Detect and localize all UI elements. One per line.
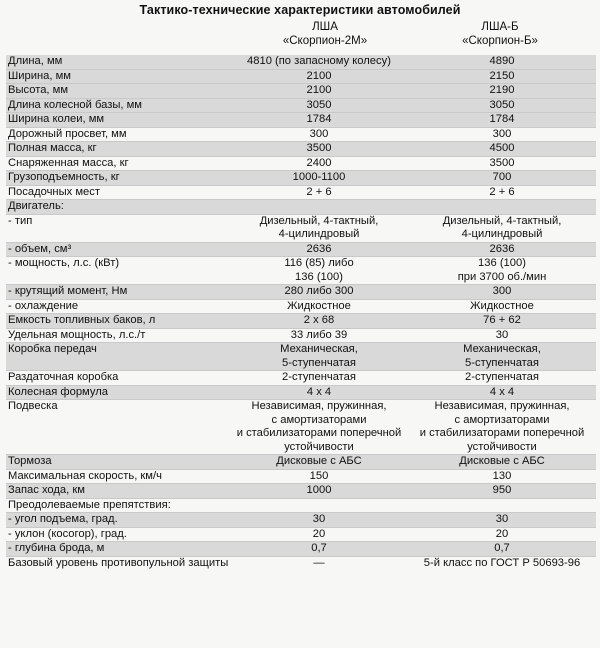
value-lsha-b — [408, 513, 596, 528]
value-line: Дизельный, 4-тактный, — [259, 214, 379, 227]
value-lsha — [230, 498, 408, 513]
value-line: при 3700 об./мин — [457, 270, 547, 283]
table-row — [6, 498, 596, 513]
value-line: 950 — [492, 484, 512, 496]
value-lsha — [230, 343, 408, 371]
value-line: 2100 — [306, 69, 332, 82]
value-line: 3050 — [306, 98, 332, 111]
value-line: 150 — [309, 469, 329, 482]
table-row — [6, 142, 596, 157]
value-line: и стабилизаторами поперечной — [236, 427, 402, 439]
value-lsha-b — [408, 556, 596, 570]
value-line: Дисковые с АБС — [459, 455, 545, 467]
value-line: Независимая, пружинная, — [434, 400, 570, 412]
value-lsha — [230, 371, 408, 386]
table-row — [6, 314, 596, 329]
value-lsha — [230, 127, 408, 142]
table-row — [6, 98, 596, 113]
table-row — [6, 242, 596, 257]
value-lsha-b — [408, 69, 596, 84]
value-line: 1784 — [489, 113, 515, 125]
value-lsha — [230, 469, 408, 484]
value-line: 30 — [495, 328, 509, 341]
table-row — [6, 513, 596, 528]
row-label: - глубина брода, м — [6, 542, 230, 557]
row-label: Колесная формула — [6, 385, 230, 400]
table-row — [6, 257, 596, 285]
value-lsha — [230, 142, 408, 157]
row-label: Длина колесной базы, мм — [6, 98, 230, 113]
value-line: устойчивости — [284, 440, 354, 453]
column-header-lsha-subname: «Скорпион-2М» — [282, 35, 368, 47]
value-lsha — [230, 542, 408, 557]
row-label: Удельная мощность, л.с./т — [6, 328, 230, 343]
row-label: Полная масса, кг — [6, 142, 230, 157]
row-label: - объем, см³ — [6, 242, 230, 257]
value-line: 136 (100) — [295, 270, 343, 283]
value-lsha-b — [408, 343, 596, 371]
value-line: 4 х 4 — [489, 385, 515, 398]
value-line: 2400 — [306, 156, 332, 169]
value-lsha-b — [408, 113, 596, 128]
row-label: Максимальная скорость, км/ч — [6, 469, 230, 484]
table-row — [6, 455, 596, 470]
value-line: Независимая, пружинная, — [251, 400, 387, 412]
table-row — [6, 214, 596, 242]
table-row — [6, 385, 596, 400]
table-row — [6, 69, 596, 84]
page-title: Тактико-технические характеристики автомобилей — [139, 3, 461, 17]
column-header-lsha-b-name: ЛША-Б — [481, 21, 519, 33]
value-line: 2-ступенчатая — [465, 371, 539, 383]
value-line: 136 (100) — [478, 257, 526, 269]
value-lsha-b — [408, 257, 596, 285]
value-lsha-b — [408, 142, 596, 157]
column-header-lsha — [230, 20, 420, 48]
value-line: устойчивости — [467, 440, 537, 453]
table-row — [6, 84, 596, 99]
value-lsha — [230, 556, 408, 570]
value-line: 30 — [312, 513, 326, 525]
value-line: Механическая, — [280, 343, 358, 355]
row-label: - охлаждение — [6, 299, 230, 314]
value-line: 116 (85) либо — [284, 257, 354, 269]
table-row — [6, 156, 596, 171]
table-row — [6, 469, 596, 484]
column-header-lsha-b — [400, 20, 600, 48]
table-row — [6, 285, 596, 300]
table-row — [6, 127, 596, 142]
row-label: Коробка передач — [6, 343, 230, 371]
value-lsha-b — [408, 498, 596, 513]
value-line: с амортизаторами — [454, 413, 550, 426]
value-line: 5-й класс по ГОСТ Р 50693-96 — [423, 556, 581, 569]
value-lsha — [230, 98, 408, 113]
value-line: 20 — [495, 527, 509, 540]
value-lsha-b — [408, 400, 596, 455]
value-lsha-b — [408, 242, 596, 257]
value-line: Механическая, — [463, 343, 541, 355]
value-line: 4500 — [489, 142, 515, 154]
column-header-lsha-b-subname: «Скорпион-Б» — [462, 35, 538, 47]
value-lsha — [230, 314, 408, 329]
value-lsha-b — [408, 214, 596, 242]
row-label: - крутящий момент, Нм — [6, 285, 230, 300]
value-lsha-b — [408, 200, 596, 215]
value-lsha-b — [408, 455, 596, 470]
table-row — [6, 371, 596, 386]
table-row — [6, 171, 596, 186]
row-label: Дорожный просвет, мм — [6, 127, 230, 142]
table-row — [6, 484, 596, 499]
value-lsha-b — [408, 371, 596, 386]
value-lsha-b — [408, 185, 596, 200]
table-row — [6, 55, 596, 69]
value-lsha — [230, 242, 408, 257]
row-label: - мощность, л.с. (кВт) — [6, 257, 230, 285]
value-line: 0,7 — [494, 542, 510, 554]
table-row — [6, 185, 596, 200]
row-label: Двигатель: — [6, 200, 230, 215]
value-lsha — [230, 214, 408, 242]
value-lsha-b — [408, 285, 596, 300]
value-line: 1000 — [306, 484, 332, 496]
row-label: Запас хода, км — [6, 484, 230, 499]
value-lsha — [230, 285, 408, 300]
value-line: 3500 — [489, 156, 515, 169]
table-row — [6, 556, 596, 570]
value-line: 76 + 62 — [483, 314, 521, 326]
value-lsha — [230, 513, 408, 528]
row-label: Базовый уровень противопульной защиты — [8, 556, 229, 569]
value-lsha-b — [408, 55, 596, 69]
value-lsha — [230, 113, 408, 128]
value-line: 33 либо 39 — [290, 328, 348, 341]
row-label: Ширина, мм — [6, 69, 230, 84]
value-line: 3050 — [489, 98, 515, 111]
row-label: Ширина колеи, мм — [6, 113, 230, 128]
table-row — [6, 542, 596, 557]
value-line: 1000-1100 — [292, 171, 346, 183]
value-line: 2 + 6 — [306, 185, 332, 198]
value-line: 2100 — [306, 84, 332, 96]
row-label: - угол подъема, град. — [6, 513, 230, 528]
table-row — [6, 343, 596, 371]
value-lsha — [230, 385, 408, 400]
column-header-lsha-name: ЛША — [312, 21, 338, 33]
value-lsha-b — [408, 469, 596, 484]
value-line: 30 — [495, 513, 509, 525]
row-label: Раздаточная коробка — [6, 371, 230, 386]
value-lsha-b — [408, 171, 596, 186]
table-row — [6, 328, 596, 343]
value-lsha — [230, 257, 408, 285]
value-lsha — [230, 69, 408, 84]
value-line: 4810 (по запасному колесу) — [247, 55, 391, 67]
value-line: 5-ступенчатая — [465, 356, 539, 369]
value-lsha — [230, 400, 408, 455]
value-line: 300 — [492, 127, 512, 140]
value-line: 130 — [492, 469, 512, 482]
value-lsha — [230, 328, 408, 343]
value-lsha — [230, 55, 408, 69]
value-line: 2 х 68 — [303, 314, 335, 326]
value-lsha — [230, 185, 408, 200]
value-lsha-b — [408, 527, 596, 542]
value-line: Дизельный, 4-тактный, — [442, 214, 562, 227]
value-line: 2-ступенчатая — [282, 371, 356, 383]
value-line: 2 + 6 — [489, 185, 515, 198]
table-row — [6, 113, 596, 128]
value-line: Жидкостное — [470, 299, 534, 312]
value-lsha-b — [408, 385, 596, 400]
row-label: Подвеска — [6, 400, 230, 455]
value-lsha-b — [408, 542, 596, 557]
value-line: 4 х 4 — [306, 385, 332, 398]
value-lsha-b — [408, 299, 596, 314]
value-line: Жидкостное — [287, 299, 351, 312]
value-lsha — [230, 156, 408, 171]
spec-table-body — [6, 55, 596, 570]
value-line: 2636 — [306, 242, 332, 255]
row-label: Грузоподъемность, кг — [6, 171, 230, 186]
value-lsha — [230, 299, 408, 314]
value-line: 300 — [492, 285, 512, 297]
value-line: 280 либо 300 — [284, 285, 354, 297]
value-lsha-b — [408, 84, 596, 99]
value-line: 2190 — [489, 84, 515, 96]
value-line: 4890 — [489, 55, 515, 67]
row-label: Тормоза — [6, 455, 230, 470]
value-line: — — [313, 556, 325, 569]
value-line: 0,7 — [311, 542, 327, 554]
value-lsha-b — [408, 156, 596, 171]
value-lsha — [230, 171, 408, 186]
value-lsha-b — [408, 328, 596, 343]
spec-table — [6, 55, 596, 570]
value-lsha-b — [408, 98, 596, 113]
row-label: Снаряженная масса, кг — [6, 156, 230, 171]
value-lsha-b — [408, 127, 596, 142]
value-line: 2636 — [489, 242, 515, 255]
value-lsha-b — [408, 484, 596, 499]
value-lsha — [230, 484, 408, 499]
value-line: с амортизаторами — [271, 413, 367, 426]
value-line: 2150 — [489, 69, 515, 82]
row-label: Высота, мм — [6, 84, 230, 99]
row-label: Длина, мм — [6, 55, 230, 69]
row-label: Посадочных мест — [6, 185, 230, 200]
value-line: 300 — [309, 127, 329, 140]
value-line: 1784 — [306, 113, 332, 125]
value-line: 3500 — [306, 142, 332, 154]
value-line: 4-цилиндровый — [461, 228, 543, 240]
table-row — [6, 200, 596, 215]
row-label: - тип — [6, 214, 230, 242]
row-label: - уклон (косогор), град. — [6, 527, 230, 542]
value-line: 4-цилиндровый — [278, 228, 360, 240]
value-line: 20 — [312, 527, 326, 540]
value-line: и стабилизаторами поперечной — [419, 427, 585, 439]
row-label: Преодолеваемые препятствия: — [6, 498, 230, 513]
table-row — [6, 299, 596, 314]
table-row — [6, 527, 596, 542]
value-lsha — [230, 527, 408, 542]
table-row — [6, 400, 596, 455]
value-lsha-b — [408, 314, 596, 329]
row-label: Емкость топливных баков, л — [6, 314, 230, 329]
value-line: 5-ступенчатая — [282, 356, 356, 369]
value-lsha — [230, 200, 408, 215]
value-line: Дисковые с АБС — [276, 455, 362, 467]
value-lsha — [230, 455, 408, 470]
value-line: 700 — [492, 171, 512, 183]
value-lsha — [230, 84, 408, 99]
